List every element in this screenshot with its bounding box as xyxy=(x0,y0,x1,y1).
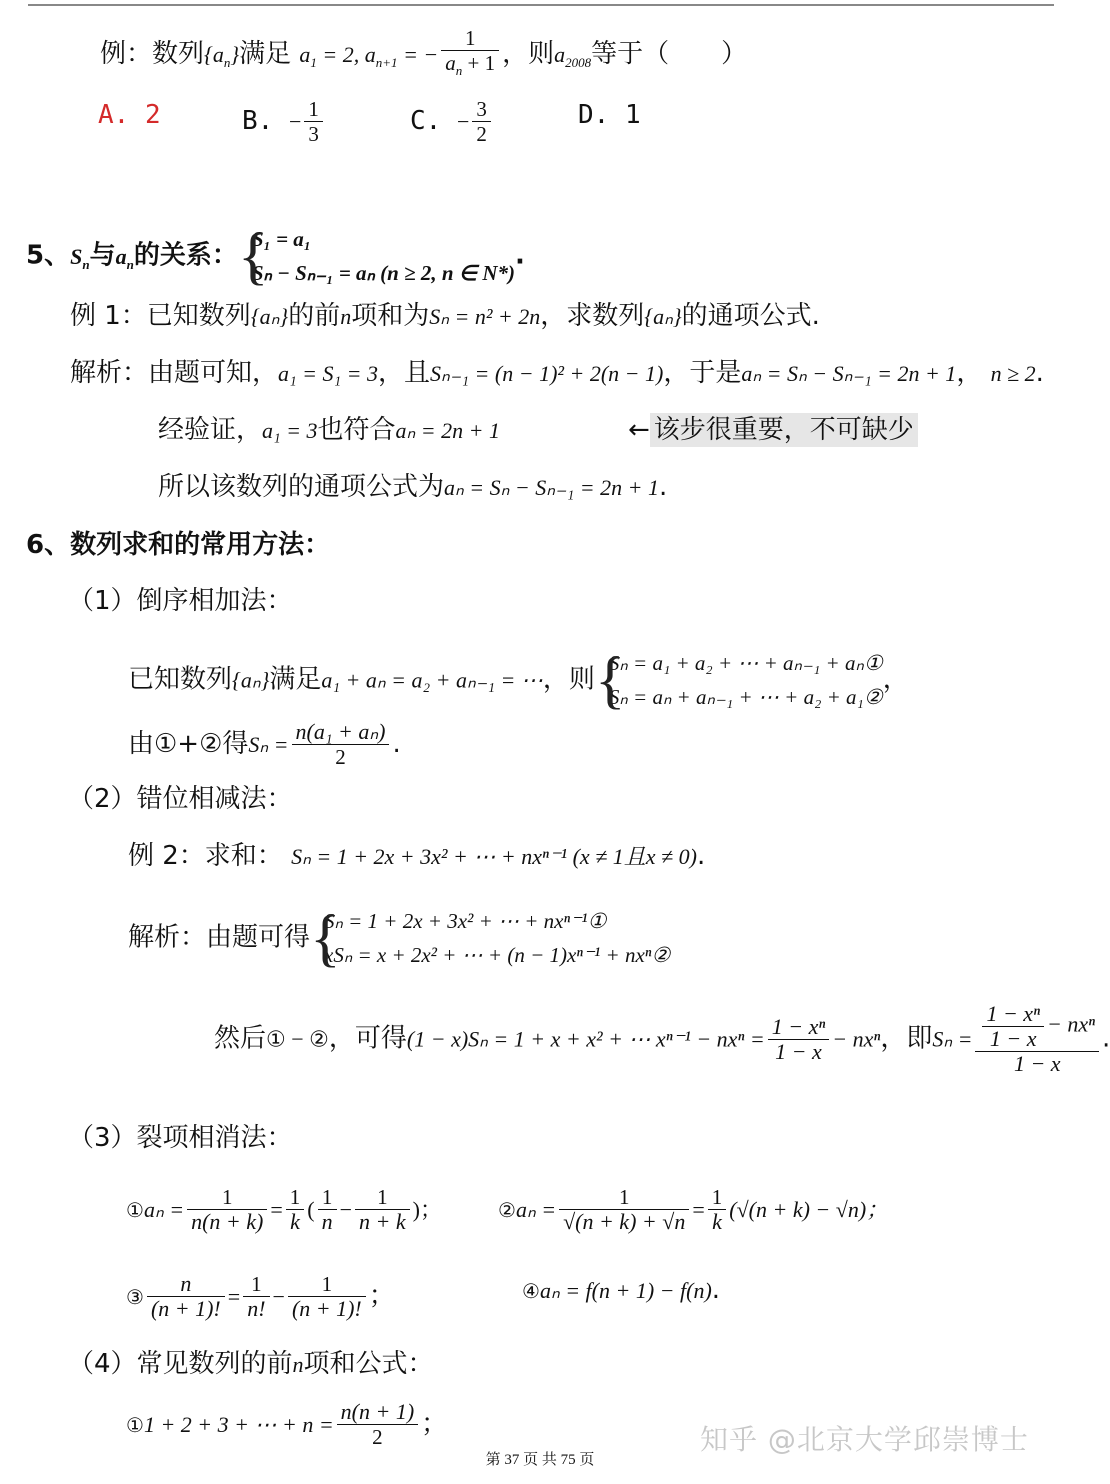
example-then: ，则 xyxy=(502,39,555,69)
example-prefix: 例：数列 xyxy=(100,39,205,69)
sum-formula-1: ①1 + 2 + 3 + ⋯ + n = $\frac{n(n + 1)}{2}$ ； xyxy=(126,1399,448,1449)
method2-system: { Sₙ = 1 + 2x + 3x² + ⋯ + nxⁿ⁻¹① xSₙ = x + 2x² + ⋯ + (n − 1)xⁿ⁻¹ + nxⁿ② xyxy=(310,902,671,973)
example-condition: $a_1 = 2$, $a_{n+1}$ = − xyxy=(299,42,439,70)
option-d: D. 1 xyxy=(578,100,641,130)
example1: 例 1：已知数列{aₙ}的前n项和为Sₙ = n² + 2n，求数列{aₙ}的通项公式. xyxy=(70,301,820,331)
verification: 经验证，a₁ = 3也符合aₙ = 2n + 1 xyxy=(158,415,500,445)
method1-system: { Sₙ = a₁ + a₂ + ⋯ + aₙ₋₁ + aₙ① Sₙ = aₙ + aₙ₋₁ + ⋯ + a₂ + a₁② xyxy=(594,644,883,715)
left-arrow-icon: ← xyxy=(628,415,650,445)
verification-note xyxy=(628,412,918,448)
a2008: $a_{2008}$ xyxy=(554,42,592,70)
option-a: A. 2 xyxy=(98,100,161,130)
top-rule xyxy=(28,4,1054,6)
solution1: 解析：由题可知，a₁ = S₁ = 3，且Sₙ₋₁ = (n − 1)² + 2(n − 1)，于是aₙ = Sₙ − Sₙ₋₁ = 2n + 1， n ≥ 2. xyxy=(70,358,1044,388)
conclusion: 所以该数列的通项公式为aₙ = Sₙ − Sₙ₋₁ = 2n + 1. xyxy=(158,472,668,502)
watermark: 知乎 @北京大学邱崇博士 xyxy=(700,1423,1029,1456)
option-c: C. − $\frac{3}{2}$ xyxy=(410,97,494,146)
compound-fraction: $\frac{\text{1 − xⁿ}}{1 - x}$ − nxⁿ 1 − x xyxy=(975,1002,1099,1076)
method1-title: （1）倒序相加法： xyxy=(68,586,293,616)
seq-symbol: $\{a_n\}$ xyxy=(204,42,240,70)
telescoping-item-1: ①aₙ = $\frac{1}{n(n + k)}$ = $\frac{1}{k}$ ( $\frac{1}{n}$ − $\frac{1}{n + k}$ )； xyxy=(126,1185,442,1234)
example-ask: 等于（ ） xyxy=(591,39,748,69)
method1-line: 已知数列{aₙ}满足a₁ + aₙ = a₂ + aₙ₋₁ = ⋯，则 { Sₙ = a₁ + a₂ + ⋯ + aₙ₋₁ + aₙ① Sₙ = aₙ + aₙ₋₁ + ⋯ + a₂ + a₁② ， xyxy=(128,644,909,715)
telescoping-item-3: ③ $\frac{n}{(n + 1)!}$ = $\frac{1}{n!}$ − $\frac{1}{(n + 1)!}$ ； xyxy=(126,1271,395,1321)
telescoping-item-4: ④aₙ = f(n + 1) − f(n). xyxy=(522,1275,721,1305)
method2-title: （2）错位相减法： xyxy=(68,784,293,814)
example2: 例 2：求和： Sₙ = 1 + 2x + 3x² + ⋯ + nxⁿ⁻¹ (x ≠ 1且x ≠ 0). xyxy=(128,841,706,871)
telescoping-item-2: ②aₙ = $\frac{1}{√(n + k) + √n}$ = $\frac{1}{k}$ (√(n + k) − √n)； xyxy=(498,1185,889,1234)
example-mid: 满足 xyxy=(239,39,292,69)
highlight-note: 该步很重要，不可缺少 xyxy=(650,413,918,447)
solution2: 解析：由题可得 { Sₙ = 1 + 2x + 3x² + ⋯ + nxⁿ⁻¹① xSₙ = x + 2x² + ⋯ + (n − 1)xⁿ⁻¹ + nxⁿ② xyxy=(128,902,671,973)
example-fraction: $\frac{1}{a_n + 1}$ xyxy=(441,26,499,83)
method3-title: （3）裂项相消法： xyxy=(68,1123,293,1153)
subtraction-result: 然后① − ②，可得(1 − x)Sₙ = 1 + x + x² + ⋯ xⁿ⁻¹ − nxⁿ = $\frac{\text{1 − xⁿ}}{1 - x}$ − nxⁿ，即Sₙ = $\frac{\text{1 − xⁿ}}{1 - x}$ − nxⁿ 1 − x . xyxy=(214,1001,1110,1076)
method1-result: 由①+②得Sₙ = $\frac{\text{n(a₁ + aₙ)}}{2}$ . xyxy=(128,719,401,769)
section5-heading: 5、$S_n$与$a_n$的关系： { S₁ = a₁ Sₙ − Sₙ₋₁ = aₙ (n ≥ 2, n ∈ N*) . xyxy=(26,220,525,291)
method4-title: （4）常见数列的前n项和公式： xyxy=(68,1349,434,1379)
section5-system: { S₁ = a₁ Sₙ − Sₙ₋₁ = aₙ (n ≥ 2, n ∈ N*) xyxy=(237,220,515,291)
example-question xyxy=(100,26,747,83)
section6-heading: 6、数列求和的常用方法： xyxy=(26,530,331,560)
option-b: B. − $\frac{1}{3}$ xyxy=(242,97,326,146)
page-footer: 第 37 页 共 75 页 xyxy=(485,1452,595,1468)
